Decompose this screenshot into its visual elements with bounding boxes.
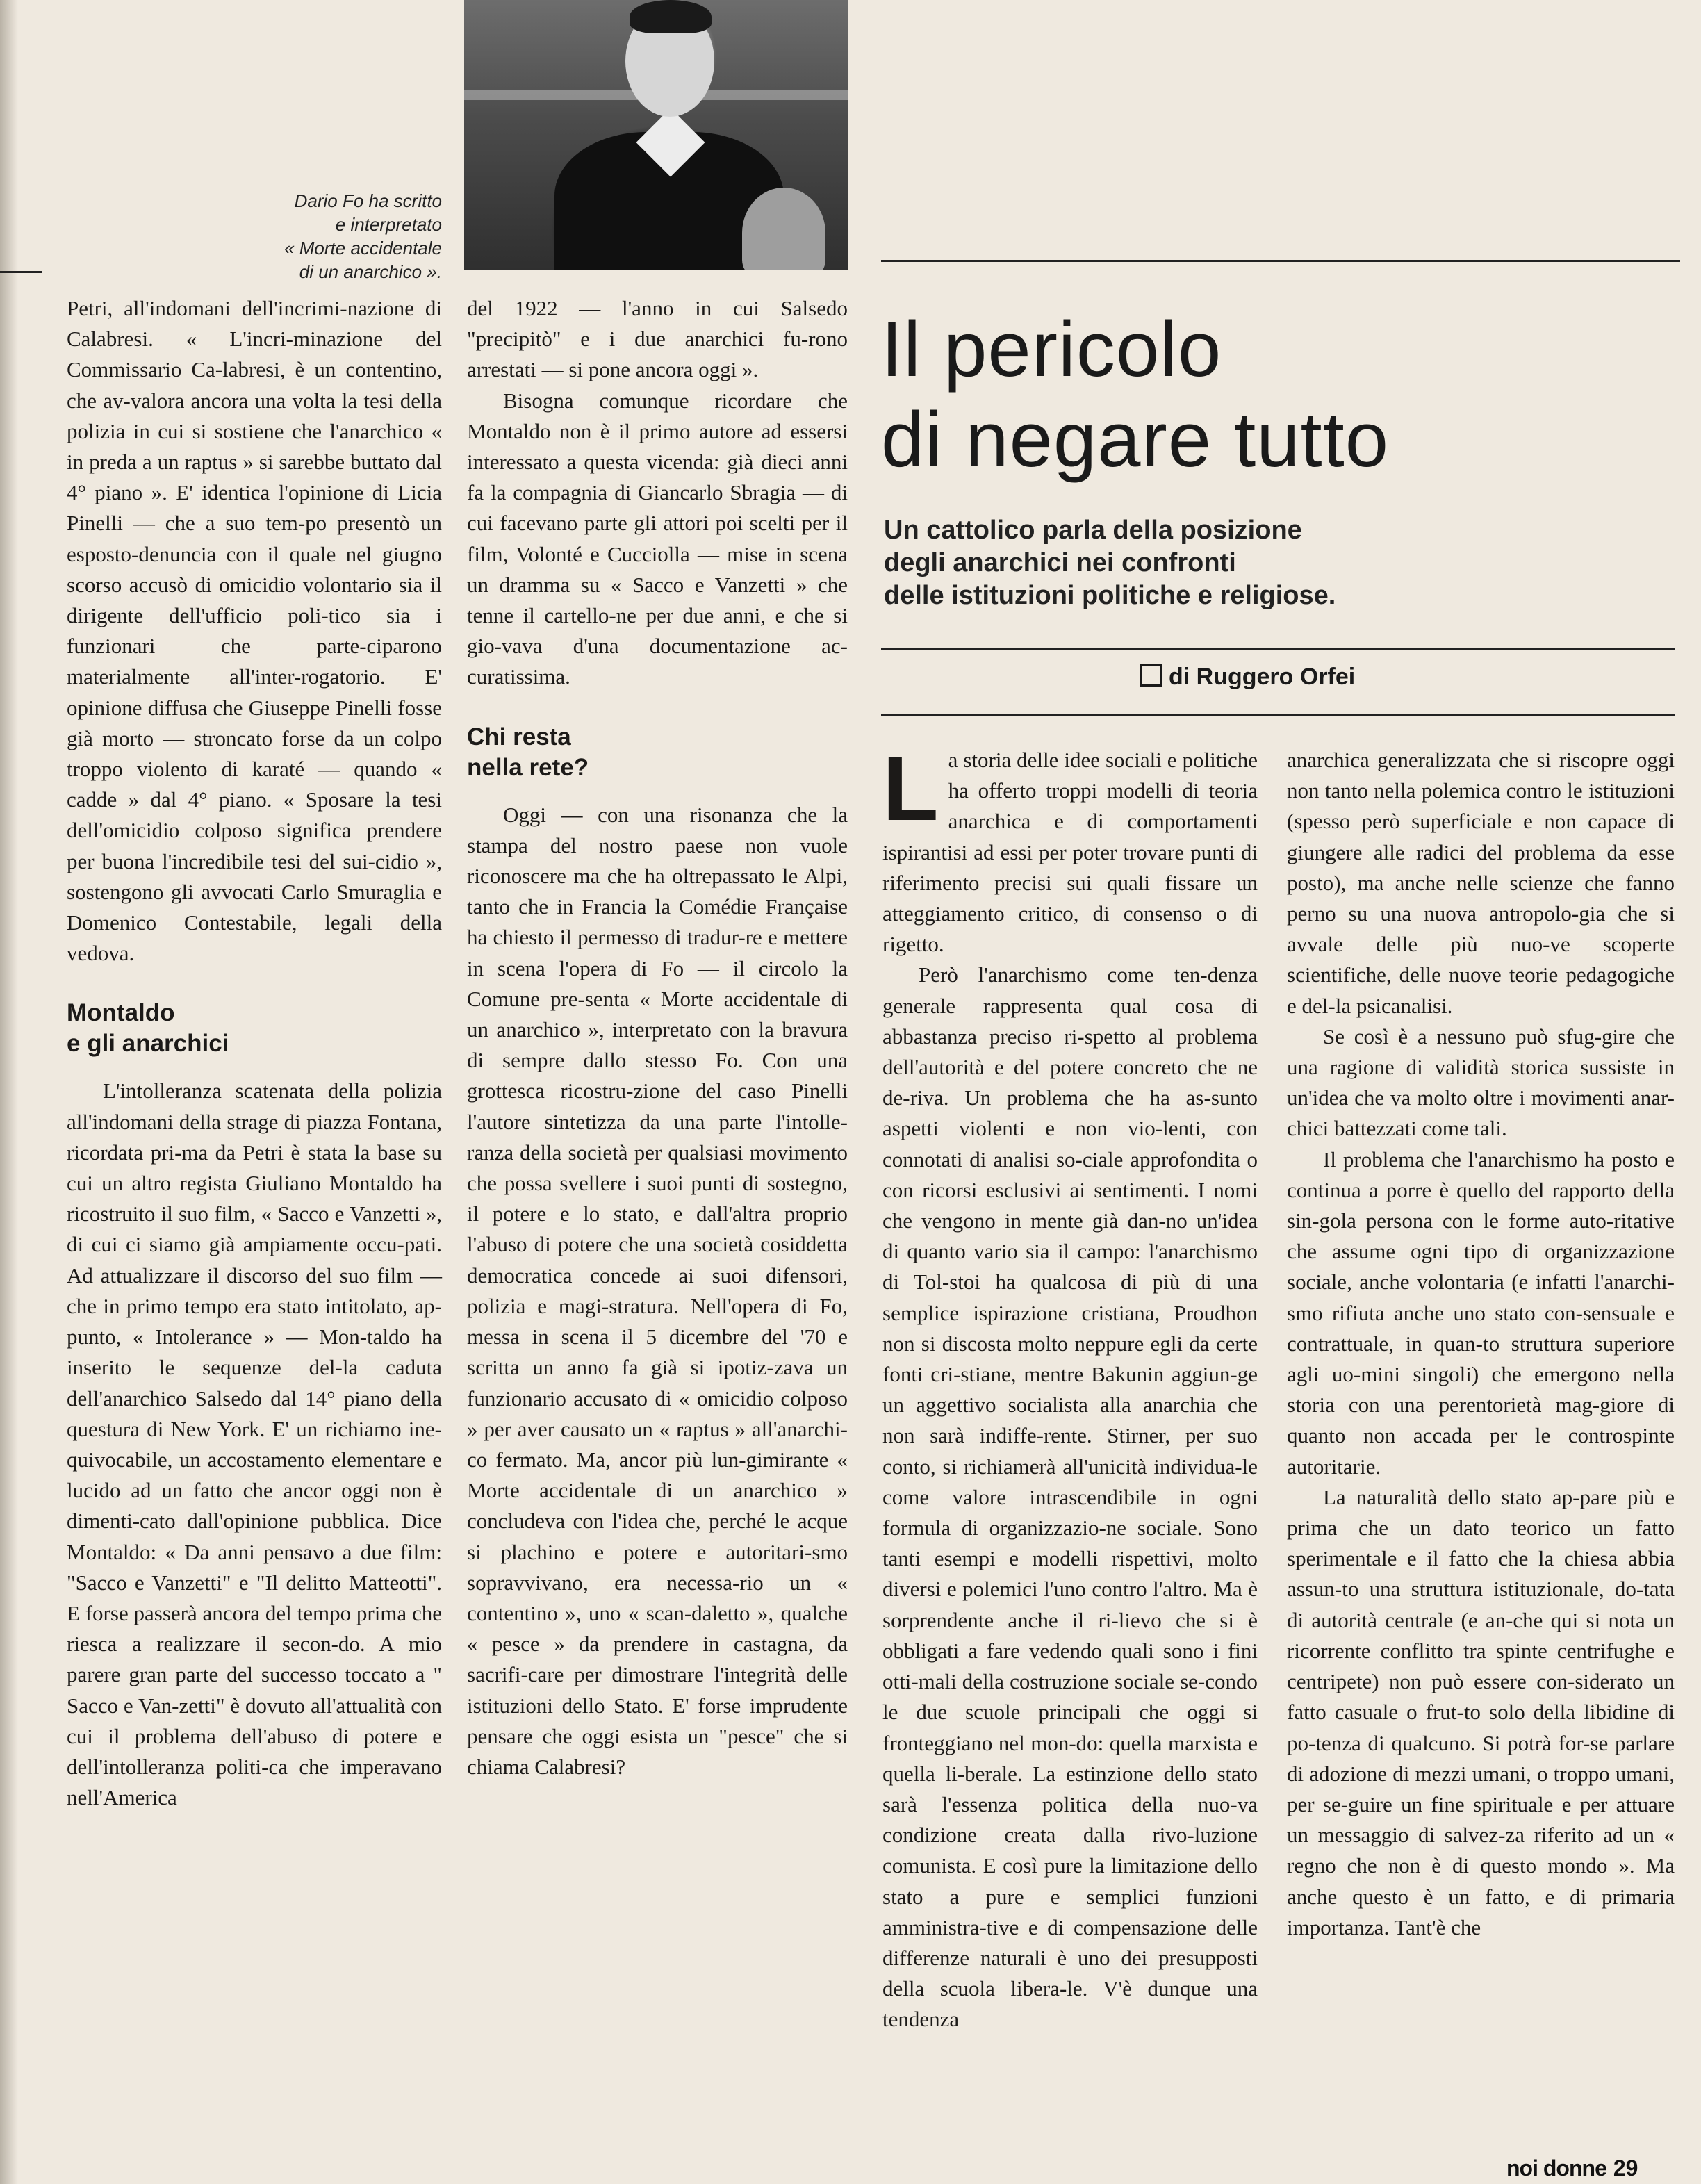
paragraph: del 1922 — l'anno in cui Salsedo "precipitò" e i due anarchici fu-rono arrestati — si pone ancora oggi ». <box>467 296 848 382</box>
byline <box>1140 662 1487 692</box>
headline-top-rule <box>881 260 1680 262</box>
subheading-montaldo <box>67 998 442 1059</box>
photo-caption <box>208 189 442 284</box>
byline-box-icon <box>1140 664 1162 687</box>
article-headline <box>881 304 1680 485</box>
byline-text: di Ruggero Orfei <box>1169 664 1356 690</box>
paragraph: anarchica generalizzata che si riscopre oggi non tanto nella polemica contro le istituzioni (spesso però superficiale e non capace di giungere alle radici del problema da esse posto), ma anche nelle scienze che fanno perno su una nuova antropolo-gia che si avvale delle più nuo-ve scoperte scientifiche, delle nuove teorie pedagogiche e del-la psicanalisi. <box>1287 748 1675 1018</box>
lead-text: a storia delle idee sociali e politiche ha offerto troppi modelli di teoria anarchica e di comportamenti ispirantisi ad essi per poter trovare punti di riferimento precisi sui quali fissare un atteggiamento critico, di consenso o di rigetto. <box>882 748 1258 957</box>
paragraph: La naturalità dello stato ap-pare più e prima che un dato teorico un fatto sperimentale e il fatto che la chiesa abbia assun-to una struttura istituzionale, do-tata di autorità centrale (e an-che qui si nota un ricorrente conflitto tra spinte centrifughe e centripete) non può essere con-siderato un fatto casuale o frut-to solo della libidine di po-tenza di qualcuno. Si potrà for-se parlare di adozione di mezzi umani, o troppo umani, per se-guire un fine spirituale e per attuare un messaggio di salvez-za riferito ad un « regno che non è di questo mondo ». Ma anche questo è un fatto, e di primaria importanza. Tant'è che <box>1287 1484 1675 1939</box>
paragraph: Oggi — con una risonanza che la stampa del nostro paese non vuole riconoscere ma che ha oltrepassato le Alpi, tanto che in Francia la Comédie Française ha chiesto il permesso di tradur-re e mettere in scena l'opera di Fo — il circolo la Comune pre-senta « Morte accidentale di un anarchico », interpretato con la bravura di sempre dallo stesso Fo. Con una grottesca ricostru-zione del caso Pinelli l'autore sintetizza da una parte l'intolle-ranza della società per qualsiasi movimento che possa svellere i suoi punti di sostegno, il potere e lo stato, e dall'altra proprio l'abuso di potere che una società cosiddetta democratica concede ai suoi difensori, polizia e magi-stratura. Nell'opera di Fo, messa in scena il 5 dicembre del '70 e scritta un anno fa già si ipotiz-zava un funzionario accusato di « omicidio colposo » per aver causato un « raptus » all'anarchi-co fermato. Ma, ancor più lun-gimirante « Morte accidentale di un anarchico » concludeva con l'idea che, perché le acque si plachino e potere e autoritari-smo sopravvivano, era necessa-rio un « contentino », uno « scan-daletto », qualche « pesce » da prendere in castagna, da sacrifi-care per dimostrare l'integrità delle istituzioni dello Stato. E' forse imprudente pensare che oggi esista un "pesce" che si chiama Calabresi? <box>467 802 848 1779</box>
paragraph: Bisogna comunque ricordare che Montaldo non è il primo autore ad essersi interessato a questa vicenda: già dieci anni fa la compagnia di Giancarlo Sbragia — di cui facevano parte gli attori poi scelti per il film, Volonté e Cucciolla — mise in scena un dramma su « Sacco e Vanzetti » che tenne il cartello-ne per due anni, e che si gio-vava d'una documentazione ac-curatissima. <box>467 388 848 689</box>
binding-shadow <box>0 0 18 2184</box>
subheading-line: nella rete? <box>467 753 589 781</box>
headline-line: di negare tutto <box>881 396 1390 483</box>
page-footer <box>1506 2154 1680 2182</box>
subheading-line: delle istituzioni politiche e religiose. <box>884 581 1336 610</box>
caption-line: di un anarchico ». <box>299 261 442 282</box>
photo-figure-child <box>742 188 825 270</box>
paragraph-lead <box>882 737 1258 960</box>
paragraph: Petri, all'indomani dell'incrimi-nazione di Calabresi. « L'incri-minazione del Commissario Ca-labresi, è un contentino, che av-valora ancora una volta la tesi della polizia in cui si sostiene che l'anarchico « in preda a un raptus » si sarebbe buttato dal 4° piano ». E' identica l'opinione di Licia Pinelli — che a suo tem-po presentò un esposto-denuncia con il quale nel giugno scorso accusò di omicidio volontario sia il dirigente dell'ufficio poli-tico sia i funzionari che parte-ciparono materialmente all'inter-rogatorio. E' opinione diffusa che Giuseppe Pinelli fosse già morto — stroncato forse da un colpo troppo violento di karaté — quando « cadde » dal 4° piano. « Sposare la tesi dell'omicidio colposo significa prendere per buona l'incredibile tesi del sui-cidio », sostengono gli avvocati Carlo Smuraglia e Domenico Contestabile, legali della vedova. <box>67 296 442 966</box>
caption-line: Dario Fo ha scritto <box>294 190 442 211</box>
subheading-line: Montaldo <box>67 999 175 1027</box>
byline-bottom-rule <box>881 714 1675 716</box>
subheading-line: Chi resta <box>467 723 571 750</box>
column-1 <box>67 293 442 1813</box>
caption-line: e interpretato <box>335 214 442 235</box>
column-4 <box>1287 745 1675 1943</box>
photo-dario-fo <box>464 0 848 270</box>
subheading-line: Un cattolico parla della posizione <box>884 516 1302 545</box>
column-3 <box>882 737 1258 2035</box>
photo-figure-hair <box>630 0 712 33</box>
paragraph: L'intolleranza scatenata della polizia all'indomani della strage di piazza Fontana, ricordata pri-ma da Petri è stata la base su cui un altro regista Giuliano Montaldo ha ricostruito il suo film, « Sacco e Vanzetti », di cui ci siamo già ampiamente occu-pati. Ad attualizzare il discorso del suo film — che in primo tempo era stato intitolato, ap-punto, « Intolerance » — Mon-taldo ha inserito le sequenze del-la caduta dell'anarchico Salsedo dal 14° piano della questura di New York. E' un richiamo ine-quivocabile, un accostamento elementare e lucido ad un fatto che ancor oggi non è dimenti-cato dall'opinione pubblica. Dice Montaldo: « Da anni pensavo a due film: "Sacco e Vanzetti" e "Il delitto Matteotti". E forse passerà ancora del tempo prima che riesca a realizzare il secon-do. A mio parere gran parte del successo toccato a " Sacco e Van-zetti" è dovuto all'attualità con cui il problema dell'abuso di potere e dell'intolleranza politi-ca che imperavano nell'America <box>67 1078 442 1810</box>
article-subheading <box>884 514 1683 612</box>
caption-line: « Morte accidentale <box>284 238 442 258</box>
magazine-brand: noi donne <box>1506 2156 1606 2181</box>
left-top-rule <box>0 271 42 273</box>
paragraph: Se così è a nessuno può sfug-gire che una ragione di validità storica sussiste in un'idea che va molto oltre i movimenti anar-chici battezzati come tali. <box>1287 1024 1675 1141</box>
subheading-line: degli anarchici nei confronti <box>884 548 1236 577</box>
page-number: 29 <box>1613 2156 1638 2181</box>
paragraph: Però l'anarchismo come ten-denza generale rappresenta qual cosa di abbastanza preciso ri-spetto al problema dell'autorità e del potere concreto che ne de-riva. Un problema che ha as-sunto aspetti violenti e non vio-lenti, con connotati di analisi so-ciale approfondita o con ricorsi esclusivi ai sentimenti. I nomi che vengono in mente già dan-no un'idea di quanto vario sia il campo: l'anarchismo di Tol-stoi ha qualcosa di più di una semplice ispirazione cristiana, Proudhon non si discosta molto neppure egli da certe fonti cri-stiane, mentre Bakunin aggiun-ge un aggettivo socialista alla anarchia che non sarà indiffe-rente. Stirner, per suo conto, si richiamerà all'unicità individua-le come valore intrascendibile in ogni formula di organizzazio-ne sociale. Sono tanti esempi e modelli rispettivi, molto diversi e polemici l'uno contro l'altro. Ma è sorprendente anche il ri-lievo che si è obbligati a fare vedendo quali sono i fini otti-mali della costruzione sociale se-condo le due scuole principali che oggi si fronteggiano nel mon-do: quella marxista e quella li-berale. La estinzione dello stato sarà l'essenza politica della nuo-va condizione creata dalla rivo-luzione comunista. E così pure la limitazione dello stato a pure e semplici funzioni amministra-tive e di compensazione delle differenze naturali è uno dei presupposti della scuola libera-le. V'è dunque una tendenza <box>882 962 1258 2032</box>
subheading-chi-resta <box>467 722 848 783</box>
column-2 <box>467 293 848 1782</box>
drop-cap: L <box>882 737 939 839</box>
byline-top-rule <box>881 648 1675 650</box>
headline-line: Il pericolo <box>881 306 1222 393</box>
paragraph: Il problema che l'anarchismo ha posto e continua a porre è quello del rapporto della sin-gola persona con le forme auto-ritative che assume ogni tipo di organizzazione sociale, anche volontaria (e infatti l'anarchi-smo rifiuta anche uno stato con-sensuale e contrattuale, in quan-to struttura superiore agli uo-mini singoli) che emergono nella storia con una perentorietà mag-giore di quanto non accada per le controspinte autoritarie. <box>1287 1147 1675 1479</box>
subheading-line: e gli anarchici <box>67 1030 229 1058</box>
